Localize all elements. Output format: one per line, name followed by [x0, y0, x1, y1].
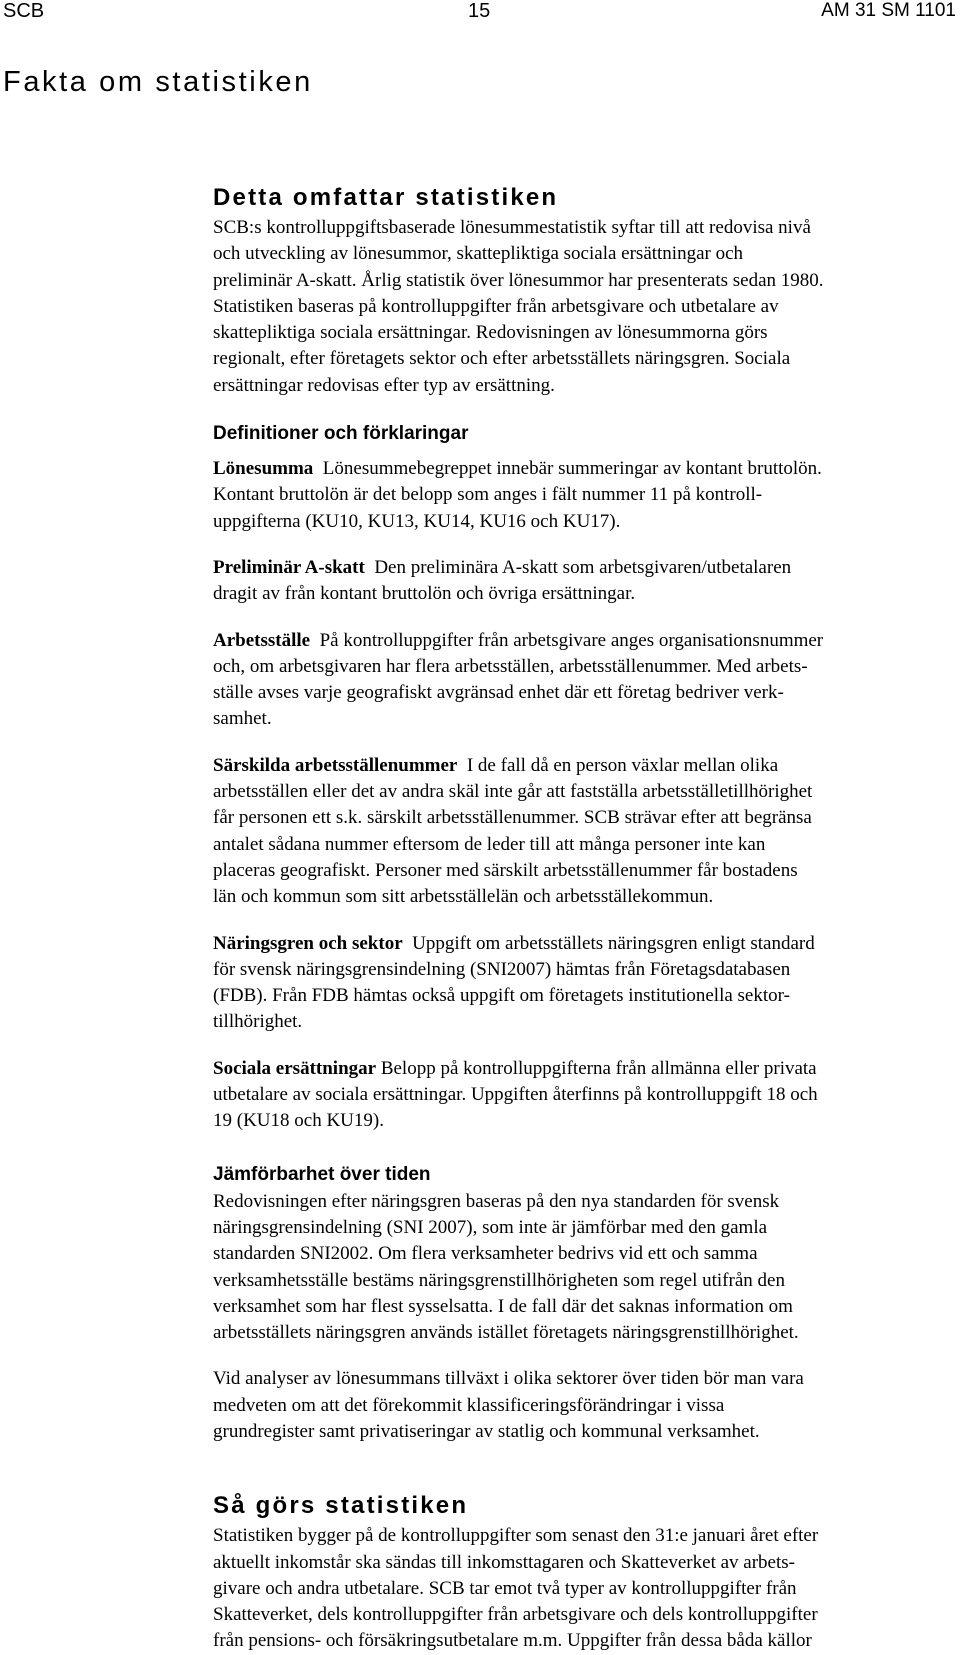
text-line: standarden SNI2002. Om flera verksamheter bedrivs vid ett och samma	[213, 1243, 758, 1265]
text-line: 19 (KU18 och KU19).	[213, 1110, 384, 1132]
text-line: arbetsställets näringsgren används istället företagets näringsgrenstillhörighet.	[213, 1322, 799, 1344]
text-line: antalet sådana nummer eftersom de leder till att många personer inte kan	[213, 833, 766, 855]
text-line: Den preliminära A-skatt som arbetsgivaren/utbetalaren	[374, 556, 792, 578]
term-lonesumma: Lönesumma	[213, 458, 314, 480]
section-heading-definitioner: Definitioner och förklaringar	[213, 423, 469, 445]
term-sarskilda-arbetsstallenummer: Särskilda arbetsställenummer	[213, 754, 458, 776]
text-line: län och kommun som sitt arbetsställelän och arbetsställekommun.	[213, 886, 714, 908]
definition-naringsgren-och-sektor	[213, 931, 953, 1036]
section-heading-sa-gors: Så görs statistiken	[213, 1492, 469, 1520]
text-line: givare och andra utbetalare. SCB tar emot två typer av kontrolluppgifter från	[213, 1577, 797, 1599]
term-preliminar-askatt: Preliminär A-skatt	[213, 556, 365, 578]
header-report-id: AM 31 SM 1101	[821, 0, 956, 21]
text-line: tillhörighet.	[213, 1011, 303, 1033]
text-line: får personen ett s.k. särskilt arbetsställenummer. SCB strävar efter att begränsa	[213, 807, 812, 829]
page-title: Fakta om statistiken	[3, 66, 313, 98]
definition-lonesumma	[213, 456, 953, 535]
text-line: ställe avses varje geografiskt avgränsad enhet där ett företag bedriver verk-	[213, 682, 784, 704]
text-line: grundregister samt privatiseringar av statlig och kommunal verksamhet.	[213, 1420, 760, 1442]
definition-preliminar-askatt	[213, 555, 953, 608]
text-line: regionalt, efter företagets sektor och efter arbetsställets näringsgren. Sociala	[213, 348, 791, 370]
text-line: preliminär A-skatt. Årlig statistik över lönesummor har presenterats sedan 1980.	[213, 269, 824, 291]
paragraph-jamforbarhet-2	[213, 1366, 953, 1445]
text-line: Vid analyser av lönesummans tillväxt i olika sektorer över tiden bör man vara	[213, 1368, 804, 1390]
text-line: arbetsställen eller det av andra skäl inte går att fastställa arbetsställetillhörighet	[213, 781, 813, 803]
text-line: SCB:s kontrolluppgiftsbaserade lönesummestatistik syftar till att redovisa nivå	[213, 217, 811, 238]
text-line: Kontant bruttolön är det belopp som anges i fält nummer 11 på kontroll-	[213, 484, 763, 506]
text-line: dragit av från kontant bruttolön och övriga ersättningar.	[213, 583, 636, 605]
text-line: verksamhet som har flest sysselsatta. I de fall där det saknas information om	[213, 1295, 793, 1317]
page-header	[0, 0, 960, 28]
term-sociala-ersattningar: Sociala ersättningar	[213, 1057, 377, 1079]
header-page-number: 15	[468, 0, 491, 22]
text-line: aktuellt inkomstår ska sändas till inkomsttagaren och Skatteverket av arbets-	[213, 1551, 795, 1573]
text-line: I de fall då en person växlar mellan olika	[466, 754, 779, 776]
term-naringsgren-och-sektor: Näringsgren och sektor	[213, 932, 403, 954]
text-line: utbetalare av sociala ersättningar. Uppgiften återfinns på kontrolluppgift 18 och	[213, 1084, 818, 1106]
text-line: placeras geografiskt. Personer med särskilt arbetsställenummer får bostadens	[213, 859, 798, 881]
text-line: Uppgift om arbetsställets näringsgren enligt standard	[412, 932, 815, 954]
paragraph-jamforbarhet-1	[213, 1189, 953, 1347]
definition-sociala-ersattningar	[213, 1056, 953, 1135]
text-line: och, om arbetsgivaren har flera arbetsställen, arbetsställenummer. Med arbets-	[213, 655, 808, 677]
text-line: På kontrolluppgifter från arbetsgivare anges organisationsnummer	[319, 629, 824, 651]
text-line: för svensk näringsgrensindelning (SNI2007) hämtas från Företagsdatabasen	[213, 958, 791, 980]
text-line: och utveckling av lönesummor, skattepliktiga sociala ersättningar och	[213, 243, 744, 265]
text-line: Skatteverket, dels kontrolluppgifter från arbetsgivare och dels kontrolluppgifter	[213, 1604, 818, 1626]
text-line: skattepliktiga sociala ersättningar. Redovisningen av lönesummorna görs	[213, 322, 768, 344]
section-heading-jamforbarhet: Jämförbarhet över tiden	[213, 1163, 431, 1185]
header-publisher: SCB	[3, 0, 45, 22]
text-line: ersättningar redovisas efter typ av ersättning.	[213, 374, 555, 396]
paragraph-omfattar	[213, 215, 953, 399]
text-line: verksamhetsställe bestäms näringsgrenstillhörigheten som regel utifrån den	[213, 1269, 785, 1291]
text-line: Redovisningen efter näringsgren baseras på den nya standarden för svensk	[213, 1190, 780, 1212]
text-line: Statistiken baseras på kontrolluppgifter från arbetsgivare och utbetalare av	[213, 295, 779, 317]
document-body	[213, 181, 953, 1655]
text-line: Statistiken bygger på de kontrolluppgifter som senast den 31:e januari året efter	[213, 1525, 819, 1547]
definition-arbetsstalle	[213, 628, 953, 733]
text-line: medveten om att det förekommit klassificeringsförändringar i vissa	[213, 1394, 725, 1416]
text-line: samhet.	[213, 708, 272, 730]
text-line: från pensions- och försäkringsutbetalare m.m. Uppgifter från dessa båda källor	[213, 1630, 812, 1652]
text-line: (FDB). Från FDB hämtas också uppgift om företagets institutionella sektor-	[213, 985, 790, 1007]
text-line: Lönesummebegreppet innebär summeringar av kontant bruttolön.	[322, 458, 822, 480]
definition-sarskilda-arbetsstallenummer	[213, 753, 953, 911]
text-line: Belopp på kontrolluppgifterna från allmänna eller privata	[380, 1057, 817, 1079]
term-arbetsstalle: Arbetsställe	[213, 629, 311, 651]
text-line: uppgifterna (KU10, KU13, KU14, KU16 och KU17).	[213, 510, 621, 532]
section-heading-omfattar: Detta omfattar statistiken	[213, 184, 559, 211]
text-line: näringsgrensindelning (SNI 2007), som inte är jämförbar med den gamla	[213, 1216, 768, 1238]
paragraph-sa-gors	[213, 1523, 953, 1654]
